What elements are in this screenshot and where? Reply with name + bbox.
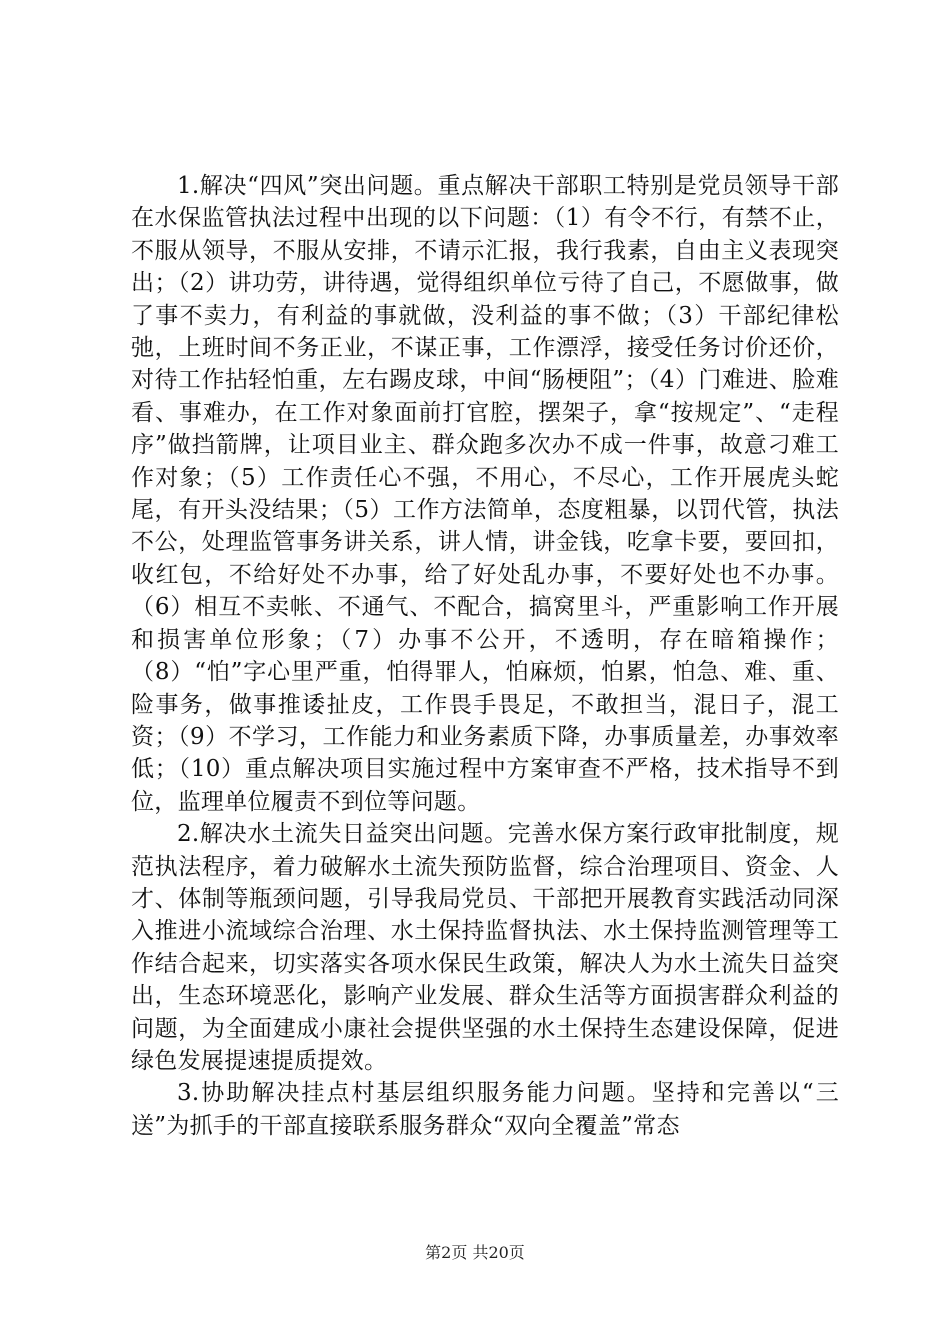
paragraph-3: 3.协助解决挂点村基层组织服务能力问题。坚持和完善以“三送”为抓手的干部直接联系服务群众“双向全覆盖”常态 bbox=[131, 1080, 839, 1139]
paragraph-1: 1.解决“四风”突出问题。重点解决干部职工特别是党员领导干部在水保监管执法过程中出现的以下问题：（1）有令不行，有禁不止，不服从领导，不服从安排，不请示汇报，我行我素，自由主义表现突出；（2）讲功劳，讲待遇，觉得组织单位亏待了自己，不愿做事，做了事不卖力，有利益的事就做，没利益的事不做；（3）干部纪律松弛，上班时间不务正业，不谋正事，工作漂浮，接受任务讨价还价，对待工作拈轻怕重，左右踢皮球，中间“肠梗阻”；（4）门难进、脸难看、事难办，在工作对象面前打官腔，摆架子，拿“按规定”、“走程序”做挡箭牌，让项目业主、群众跑多次办不成一件事，故意刁难工作对象；（5）工作责任心不强，不用心，不尽心，工作开展虎头蛇尾，有开头没结果；（5）工作方法简单，态度粗暴，以罚代管，执法不公，处理监管事务讲关系，讲人情，讲金钱，吃拿卡要，要回扣，收红包，不给好处不办事，给了好处乱办事，不要好处也不办事。（6）相互不卖帐、不通气、不配合，搞窝里斗，严重影响工作开展和损害单位形象；（7）办事不公开，不透明，存在暗箱操作；（8）“怕”字心里严重，怕得罪人，怕麻烦，怕累，怕急、难、重、险事务，做事推诿扯皮，工作畏手畏足，不敢担当，混日子，混工资；（9）不学习，工作能力和业务素质下降，办事质量差，办事效率低；（10）重点解决项目实施过程中方案审查不严格，技术指导不到位，监理单位履责不到位等问题。 bbox=[131, 173, 839, 815]
document-body bbox=[131, 170, 839, 1142]
paragraph-2: 2.解决水土流失日益突出问题。完善水保方案行政审批制度，规范执法程序，着力破解水土流失预防监督，综合治理项目、资金、人才、体制等瓶颈问题，引导我局党员、干部把开展教育实践活动同深入推进小流域综合治理、水土保持监督执法、水土保持监测管理等工作结合起来，切实落实各项水保民生政策，解决人为水土流失日益突出，生态环境恶化，影响产业发展、群众生活等方面损害群众利益的问题，为全面建成小康社会提供坚强的水土保持生态建设保障，促进绿色发展提速提质提效。 bbox=[131, 821, 839, 1074]
page-number-footer: 第2页 共20页 bbox=[425, 1243, 525, 1262]
